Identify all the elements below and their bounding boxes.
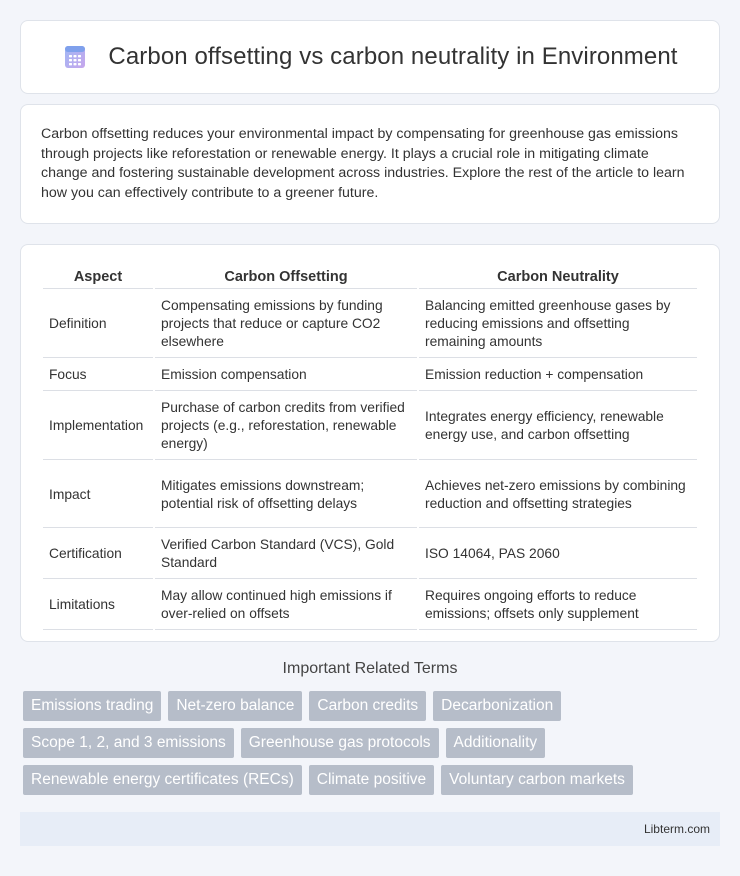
table-row [43,360,697,391]
table-cell: Emission compensation [155,360,417,391]
header-carbon-offsetting: Carbon Offsetting [155,267,417,289]
tag-greenhouse-gas-protocols[interactable]: Greenhouse gas protocols [241,728,439,758]
related-terms-section [0,660,740,802]
table-row [43,291,697,358]
table-cell: Integrates energy efficiency, renewable energy use, and carbon offsetting [419,393,697,460]
table-cell: Definition [43,291,153,358]
comparison-table [41,265,699,632]
table-cell: Focus [43,360,153,391]
comparison-table-card [20,244,720,642]
table-cell: Certification [43,530,153,579]
header-carbon-neutrality: Carbon Neutrality [419,267,697,289]
calculator-icon [62,44,88,70]
tag-decarbonization[interactable]: Decarbonization [433,691,561,721]
tag-recs[interactable]: Renewable energy certificates (RECs) [23,765,302,795]
header-aspect: Aspect [43,267,153,289]
table-cell: Compensating emissions by funding projects that reduce or capture CO2 elsewhere [155,291,417,358]
table-cell: Achieves net-zero emissions by combining reduction and offsetting strategies [419,462,697,528]
footer [20,812,720,846]
intro-text: Carbon offsetting reduces your environmental impact by compensating for greenhouse gas emissions through projects like reforestation or renewable energy. It plays a crucial role in mitigating climate change and fostering sustainable development across industries. Explore the rest of the article to learn how you can effectively contribute to a greener future. [41,126,685,201]
table-cell: Impact [43,462,153,528]
tag-voluntary-carbon-markets[interactable]: Voluntary carbon markets [441,765,633,795]
table-row [43,530,697,579]
table-header-row [43,267,697,289]
table-cell: Emission reduction + compensation [419,360,697,391]
tag-emissions-trading[interactable]: Emissions trading [23,691,161,721]
table-cell: Requires ongoing efforts to reduce emissions; offsets only supplement [419,581,697,630]
related-terms-title: Important Related Terms [282,660,458,677]
table-cell: Balancing emitted greenhouse gases by reducing emissions and offsetting remaining amounts [419,291,697,358]
title-card [20,20,720,94]
table-cell: Mitigates emissions downstream; potential risk of offsetting delays [155,462,417,528]
table-cell: ISO 14064, PAS 2060 [419,530,697,579]
table-cell: Implementation [43,393,153,460]
tag-additionality[interactable]: Additionality [446,728,546,758]
table-row [43,581,697,630]
table-row [43,393,697,460]
tag-scope-emissions[interactable]: Scope 1, 2, and 3 emissions [23,728,234,758]
tag-climate-positive[interactable]: Climate positive [309,765,434,795]
page-title: Carbon offsetting vs carbon neutrality in Environment [108,43,678,70]
footer-site-link[interactable]: Libterm.com [643,822,710,836]
table-cell: Limitations [43,581,153,630]
intro-card [20,104,720,224]
related-terms-list [0,691,740,802]
tag-net-zero-balance[interactable]: Net-zero balance [168,691,302,721]
table-cell: Purchase of carbon credits from verified projects (e.g., reforestation, renewable energy) [155,393,417,460]
table-cell: May allow continued high emissions if over-relied on offsets [155,581,417,630]
table-row [43,462,697,528]
table-cell: Verified Carbon Standard (VCS), Gold Standard [155,530,417,579]
tag-carbon-credits[interactable]: Carbon credits [309,691,426,721]
